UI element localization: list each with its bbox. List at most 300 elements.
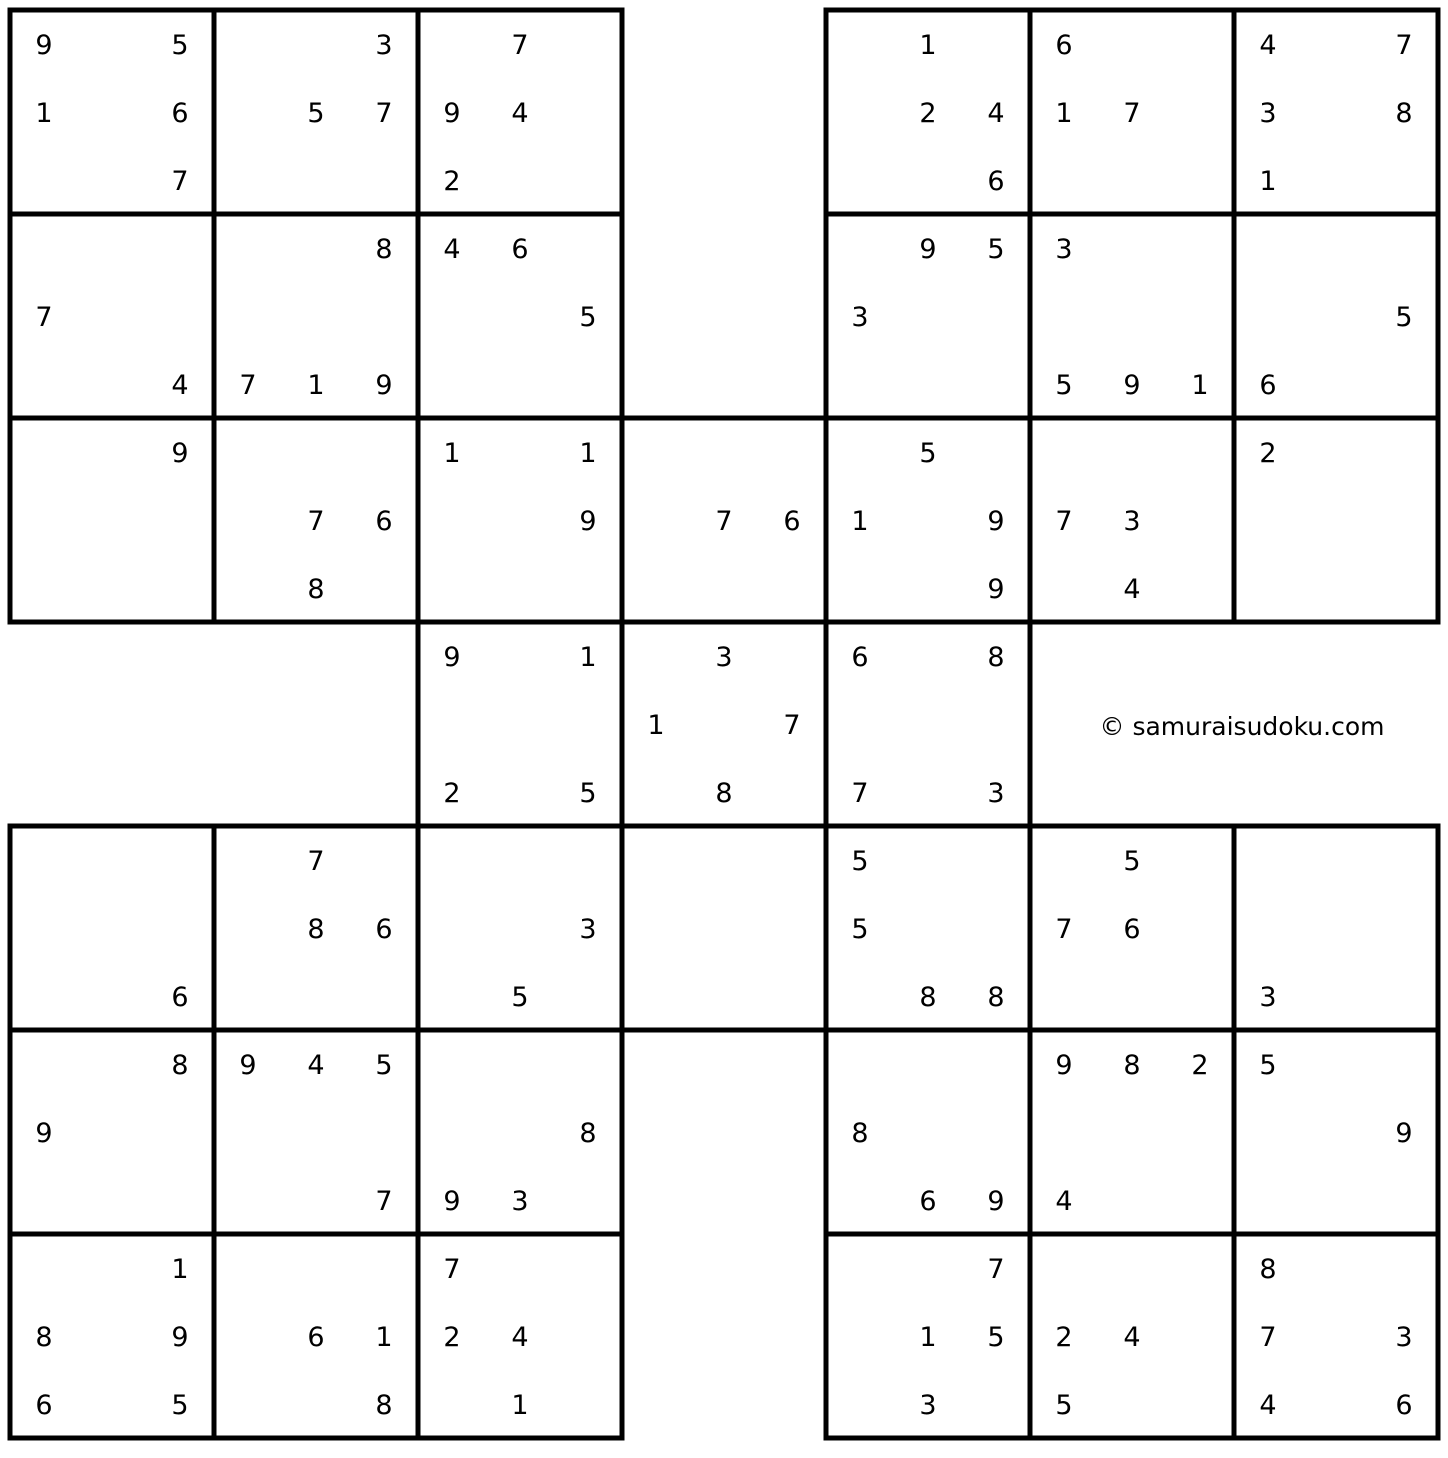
sudoku-cell[interactable] — [1370, 418, 1438, 486]
sudoku-cell[interactable] — [350, 418, 418, 486]
sudoku-cell[interactable] — [894, 1030, 962, 1098]
sudoku-cell[interactable] — [1234, 486, 1302, 554]
sudoku-cell[interactable] — [1234, 826, 1302, 894]
sudoku-cell[interactable] — [962, 418, 1030, 486]
sudoku-cell[interactable] — [282, 554, 350, 622]
sudoku-cell[interactable] — [1302, 826, 1370, 894]
sudoku-cell[interactable] — [1166, 1234, 1234, 1302]
sudoku-cell[interactable] — [146, 486, 214, 554]
sudoku-cell[interactable] — [554, 78, 622, 146]
sudoku-cell[interactable] — [1234, 1098, 1302, 1166]
sudoku-cell[interactable] — [962, 826, 1030, 894]
sudoku-cell[interactable] — [826, 894, 894, 962]
sudoku-cell[interactable] — [350, 78, 418, 146]
sudoku-cell[interactable] — [554, 826, 622, 894]
sudoku-cell[interactable] — [826, 826, 894, 894]
sudoku-cell[interactable] — [826, 486, 894, 554]
sudoku-cell[interactable] — [10, 1166, 78, 1234]
sudoku-cell[interactable] — [146, 962, 214, 1030]
sudoku-cell[interactable] — [962, 1098, 1030, 1166]
sudoku-cell[interactable] — [418, 1234, 486, 1302]
sudoku-cell[interactable] — [214, 1030, 282, 1098]
sudoku-cell[interactable] — [10, 10, 78, 78]
sudoku-cell[interactable] — [10, 146, 78, 214]
sudoku-cell[interactable] — [418, 418, 486, 486]
sudoku-cell[interactable] — [78, 1098, 146, 1166]
sudoku-cell[interactable] — [486, 1370, 554, 1438]
sudoku-cell[interactable] — [1234, 418, 1302, 486]
sudoku-cell[interactable] — [894, 1098, 962, 1166]
sudoku-cell[interactable] — [1302, 10, 1370, 78]
sudoku-cell[interactable] — [1030, 826, 1098, 894]
sudoku-cell[interactable] — [146, 282, 214, 350]
sudoku-cell[interactable] — [350, 1302, 418, 1370]
sudoku-cell[interactable] — [282, 1166, 350, 1234]
sudoku-cell[interactable] — [554, 1030, 622, 1098]
sudoku-cell[interactable] — [486, 1302, 554, 1370]
sudoku-cell[interactable] — [894, 1370, 962, 1438]
sudoku-cell[interactable] — [894, 282, 962, 350]
sudoku-cell[interactable] — [1234, 1302, 1302, 1370]
sudoku-cell[interactable] — [214, 1234, 282, 1302]
sudoku-cell[interactable] — [1166, 826, 1234, 894]
sudoku-cell[interactable] — [1370, 214, 1438, 282]
sudoku-cell[interactable] — [1030, 486, 1098, 554]
sudoku-cell[interactable] — [622, 962, 690, 1030]
sudoku-cell[interactable] — [418, 826, 486, 894]
sudoku-cell[interactable] — [622, 690, 690, 758]
sudoku-cell[interactable] — [214, 1098, 282, 1166]
sudoku-cell[interactable] — [10, 826, 78, 894]
sudoku-cell[interactable] — [894, 758, 962, 826]
sudoku-cell[interactable] — [350, 554, 418, 622]
sudoku-cell[interactable] — [690, 758, 758, 826]
sudoku-cell[interactable] — [282, 214, 350, 282]
sudoku-cell[interactable] — [78, 1166, 146, 1234]
sudoku-cell[interactable] — [826, 1370, 894, 1438]
sudoku-cell[interactable] — [418, 1166, 486, 1234]
sudoku-cell[interactable] — [418, 1302, 486, 1370]
sudoku-cell[interactable] — [1166, 10, 1234, 78]
sudoku-cell[interactable] — [554, 1302, 622, 1370]
sudoku-cell[interactable] — [282, 486, 350, 554]
sudoku-cell[interactable] — [1302, 1030, 1370, 1098]
sudoku-cell[interactable] — [146, 894, 214, 962]
sudoku-cell[interactable] — [622, 418, 690, 486]
sudoku-cell[interactable] — [1098, 10, 1166, 78]
sudoku-cell[interactable] — [350, 146, 418, 214]
sudoku-cell[interactable] — [214, 1302, 282, 1370]
sudoku-cell[interactable] — [1098, 1370, 1166, 1438]
sudoku-cell[interactable] — [10, 554, 78, 622]
sudoku-cell[interactable] — [486, 214, 554, 282]
sudoku-cell[interactable] — [826, 10, 894, 78]
sudoku-cell[interactable] — [554, 894, 622, 962]
sudoku-cell[interactable] — [10, 418, 78, 486]
sudoku-cell[interactable] — [962, 1166, 1030, 1234]
sudoku-cell[interactable] — [10, 214, 78, 282]
sudoku-cell[interactable] — [282, 826, 350, 894]
sudoku-cell[interactable] — [1030, 1166, 1098, 1234]
sudoku-cell[interactable] — [962, 486, 1030, 554]
sudoku-cell[interactable] — [78, 1370, 146, 1438]
sudoku-cell[interactable] — [826, 1302, 894, 1370]
sudoku-cell[interactable] — [1370, 1166, 1438, 1234]
sudoku-cell[interactable] — [1370, 826, 1438, 894]
sudoku-cell[interactable] — [486, 894, 554, 962]
sudoku-cell[interactable] — [1302, 146, 1370, 214]
sudoku-cell[interactable] — [350, 1098, 418, 1166]
sudoku-cell[interactable] — [1302, 1302, 1370, 1370]
sudoku-cell[interactable] — [418, 1370, 486, 1438]
sudoku-cell[interactable] — [1370, 146, 1438, 214]
sudoku-cell[interactable] — [1098, 418, 1166, 486]
sudoku-cell[interactable] — [894, 486, 962, 554]
sudoku-cell[interactable] — [146, 350, 214, 418]
sudoku-cell[interactable] — [962, 894, 1030, 962]
sudoku-cell[interactable] — [486, 690, 554, 758]
sudoku-cell[interactable] — [894, 826, 962, 894]
sudoku-cell[interactable] — [1370, 1098, 1438, 1166]
sudoku-cell[interactable] — [78, 554, 146, 622]
sudoku-cell[interactable] — [146, 554, 214, 622]
sudoku-cell[interactable] — [1030, 1234, 1098, 1302]
sudoku-cell[interactable] — [758, 826, 826, 894]
sudoku-cell[interactable] — [894, 1234, 962, 1302]
sudoku-cell[interactable] — [962, 1234, 1030, 1302]
sudoku-cell[interactable] — [350, 214, 418, 282]
sudoku-cell[interactable] — [690, 894, 758, 962]
sudoku-cell[interactable] — [1030, 214, 1098, 282]
sudoku-cell[interactable] — [1030, 1370, 1098, 1438]
sudoku-cell[interactable] — [758, 554, 826, 622]
sudoku-cell[interactable] — [78, 418, 146, 486]
sudoku-cell[interactable] — [418, 894, 486, 962]
sudoku-cell[interactable] — [690, 826, 758, 894]
sudoku-cell[interactable] — [554, 486, 622, 554]
sudoku-cell[interactable] — [282, 1302, 350, 1370]
sudoku-cell[interactable] — [1166, 894, 1234, 962]
sudoku-cell[interactable] — [554, 1370, 622, 1438]
sudoku-cell[interactable] — [1030, 10, 1098, 78]
sudoku-cell[interactable] — [962, 1302, 1030, 1370]
sudoku-cell[interactable] — [486, 282, 554, 350]
sudoku-cell[interactable] — [1166, 1098, 1234, 1166]
sudoku-cell[interactable] — [962, 690, 1030, 758]
sudoku-cell[interactable] — [1166, 554, 1234, 622]
sudoku-cell[interactable] — [1166, 350, 1234, 418]
sudoku-cell[interactable] — [10, 894, 78, 962]
sudoku-cell[interactable] — [214, 1166, 282, 1234]
sudoku-cell[interactable] — [214, 962, 282, 1030]
sudoku-cell[interactable] — [486, 350, 554, 418]
sudoku-cell[interactable] — [78, 826, 146, 894]
sudoku-cell[interactable] — [1302, 1370, 1370, 1438]
sudoku-cell[interactable] — [1234, 10, 1302, 78]
sudoku-cell[interactable] — [282, 282, 350, 350]
sudoku-cell[interactable] — [1234, 962, 1302, 1030]
sudoku-cell[interactable] — [1166, 1302, 1234, 1370]
sudoku-cell[interactable] — [622, 894, 690, 962]
sudoku-cell[interactable] — [1302, 1234, 1370, 1302]
sudoku-cell[interactable] — [894, 690, 962, 758]
sudoku-cell[interactable] — [1234, 146, 1302, 214]
sudoku-cell[interactable] — [1370, 1030, 1438, 1098]
sudoku-cell[interactable] — [826, 1234, 894, 1302]
sudoku-cell[interactable] — [10, 282, 78, 350]
sudoku-cell[interactable] — [758, 962, 826, 1030]
sudoku-cell[interactable] — [418, 350, 486, 418]
sudoku-cell[interactable] — [758, 418, 826, 486]
sudoku-cell[interactable] — [1166, 282, 1234, 350]
sudoku-cell[interactable] — [690, 962, 758, 1030]
sudoku-cell[interactable] — [622, 554, 690, 622]
sudoku-cell[interactable] — [894, 554, 962, 622]
sudoku-cell[interactable] — [10, 1030, 78, 1098]
sudoku-cell[interactable] — [1098, 826, 1166, 894]
sudoku-cell[interactable] — [1302, 214, 1370, 282]
sudoku-cell[interactable] — [146, 214, 214, 282]
sudoku-cell[interactable] — [282, 894, 350, 962]
sudoku-cell[interactable] — [282, 1370, 350, 1438]
sudoku-cell[interactable] — [1370, 554, 1438, 622]
sudoku-cell[interactable] — [282, 418, 350, 486]
sudoku-cell[interactable] — [962, 350, 1030, 418]
sudoku-cell[interactable] — [1098, 554, 1166, 622]
sudoku-cell[interactable] — [214, 78, 282, 146]
sudoku-cell[interactable] — [1234, 894, 1302, 962]
sudoku-cell[interactable] — [350, 282, 418, 350]
sudoku-cell[interactable] — [78, 894, 146, 962]
sudoku-cell[interactable] — [486, 78, 554, 146]
sudoku-cell[interactable] — [1030, 350, 1098, 418]
sudoku-cell[interactable] — [622, 486, 690, 554]
sudoku-cell[interactable] — [1302, 486, 1370, 554]
sudoku-cell[interactable] — [486, 554, 554, 622]
sudoku-cell[interactable] — [1030, 894, 1098, 962]
sudoku-cell[interactable] — [1302, 418, 1370, 486]
sudoku-cell[interactable] — [894, 1166, 962, 1234]
sudoku-cell[interactable] — [10, 1370, 78, 1438]
sudoku-cell[interactable] — [350, 1166, 418, 1234]
sudoku-cell[interactable] — [826, 622, 894, 690]
sudoku-cell[interactable] — [486, 1166, 554, 1234]
sudoku-cell[interactable] — [146, 826, 214, 894]
sudoku-cell[interactable] — [282, 1030, 350, 1098]
sudoku-cell[interactable] — [1166, 962, 1234, 1030]
sudoku-cell[interactable] — [1302, 554, 1370, 622]
sudoku-cell[interactable] — [1030, 78, 1098, 146]
sudoku-cell[interactable] — [10, 1234, 78, 1302]
sudoku-cell[interactable] — [78, 486, 146, 554]
sudoku-cell[interactable] — [78, 1302, 146, 1370]
sudoku-cell[interactable] — [962, 214, 1030, 282]
sudoku-cell[interactable] — [554, 554, 622, 622]
sudoku-cell[interactable] — [78, 10, 146, 78]
sudoku-cell[interactable] — [894, 10, 962, 78]
sudoku-cell[interactable] — [1098, 1098, 1166, 1166]
sudoku-cell[interactable] — [418, 758, 486, 826]
sudoku-cell[interactable] — [1370, 962, 1438, 1030]
sudoku-cell[interactable] — [554, 758, 622, 826]
sudoku-cell[interactable] — [1234, 214, 1302, 282]
sudoku-cell[interactable] — [1098, 1302, 1166, 1370]
sudoku-cell[interactable] — [758, 622, 826, 690]
sudoku-cell[interactable] — [146, 1302, 214, 1370]
sudoku-cell[interactable] — [1370, 78, 1438, 146]
sudoku-cell[interactable] — [350, 10, 418, 78]
sudoku-cell[interactable] — [10, 350, 78, 418]
sudoku-cell[interactable] — [758, 758, 826, 826]
sudoku-cell[interactable] — [894, 622, 962, 690]
sudoku-cell[interactable] — [826, 962, 894, 1030]
sudoku-cell[interactable] — [1234, 1030, 1302, 1098]
sudoku-cell[interactable] — [146, 146, 214, 214]
sudoku-cell[interactable] — [1166, 214, 1234, 282]
sudoku-cell[interactable] — [418, 282, 486, 350]
sudoku-cell[interactable] — [1098, 1030, 1166, 1098]
sudoku-cell[interactable] — [894, 214, 962, 282]
sudoku-cell[interactable] — [214, 146, 282, 214]
sudoku-cell[interactable] — [894, 78, 962, 146]
sudoku-cell[interactable] — [1166, 486, 1234, 554]
sudoku-cell[interactable] — [554, 350, 622, 418]
sudoku-cell[interactable] — [146, 1030, 214, 1098]
sudoku-cell[interactable] — [1234, 282, 1302, 350]
sudoku-cell[interactable] — [10, 486, 78, 554]
sudoku-cell[interactable] — [78, 350, 146, 418]
sudoku-cell[interactable] — [214, 214, 282, 282]
sudoku-cell[interactable] — [826, 214, 894, 282]
sudoku-cell[interactable] — [1234, 1370, 1302, 1438]
sudoku-cell[interactable] — [894, 962, 962, 1030]
sudoku-cell[interactable] — [1302, 1166, 1370, 1234]
sudoku-cell[interactable] — [826, 146, 894, 214]
sudoku-cell[interactable] — [1302, 282, 1370, 350]
sudoku-cell[interactable] — [486, 1030, 554, 1098]
sudoku-cell[interactable] — [1370, 486, 1438, 554]
sudoku-cell[interactable] — [486, 622, 554, 690]
sudoku-cell[interactable] — [486, 758, 554, 826]
sudoku-cell[interactable] — [554, 962, 622, 1030]
sudoku-cell[interactable] — [78, 78, 146, 146]
sudoku-cell[interactable] — [1302, 1098, 1370, 1166]
sudoku-cell[interactable] — [622, 826, 690, 894]
sudoku-cell[interactable] — [1302, 350, 1370, 418]
sudoku-cell[interactable] — [1098, 962, 1166, 1030]
sudoku-cell[interactable] — [350, 1234, 418, 1302]
sudoku-cell[interactable] — [1098, 146, 1166, 214]
sudoku-cell[interactable] — [1166, 78, 1234, 146]
sudoku-cell[interactable] — [962, 1370, 1030, 1438]
sudoku-cell[interactable] — [486, 146, 554, 214]
sudoku-cell[interactable] — [690, 690, 758, 758]
sudoku-cell[interactable] — [1098, 1234, 1166, 1302]
sudoku-cell[interactable] — [214, 1370, 282, 1438]
sudoku-cell[interactable] — [486, 418, 554, 486]
sudoku-cell[interactable] — [826, 78, 894, 146]
sudoku-cell[interactable] — [894, 894, 962, 962]
sudoku-cell[interactable] — [146, 78, 214, 146]
sudoku-cell[interactable] — [1166, 1166, 1234, 1234]
sudoku-cell[interactable] — [962, 282, 1030, 350]
sudoku-cell[interactable] — [282, 1234, 350, 1302]
sudoku-cell[interactable] — [214, 554, 282, 622]
sudoku-cell[interactable] — [962, 962, 1030, 1030]
sudoku-cell[interactable] — [962, 1030, 1030, 1098]
sudoku-cell[interactable] — [690, 486, 758, 554]
sudoku-cell[interactable] — [1098, 350, 1166, 418]
sudoku-cell[interactable] — [78, 146, 146, 214]
sudoku-cell[interactable] — [418, 78, 486, 146]
sudoku-cell[interactable] — [554, 1098, 622, 1166]
sudoku-cell[interactable] — [282, 146, 350, 214]
sudoku-cell[interactable] — [1098, 1166, 1166, 1234]
sudoku-cell[interactable] — [350, 962, 418, 1030]
sudoku-cell[interactable] — [826, 350, 894, 418]
sudoku-cell[interactable] — [826, 282, 894, 350]
sudoku-cell[interactable] — [1234, 1166, 1302, 1234]
sudoku-cell[interactable] — [962, 622, 1030, 690]
sudoku-cell[interactable] — [622, 758, 690, 826]
sudoku-cell[interactable] — [1234, 554, 1302, 622]
sudoku-cell[interactable] — [554, 214, 622, 282]
sudoku-cell[interactable] — [350, 350, 418, 418]
sudoku-cell[interactable] — [894, 146, 962, 214]
sudoku-cell[interactable] — [214, 418, 282, 486]
sudoku-cell[interactable] — [1370, 1370, 1438, 1438]
sudoku-cell[interactable] — [1370, 350, 1438, 418]
sudoku-cell[interactable] — [1030, 554, 1098, 622]
sudoku-cell[interactable] — [826, 1166, 894, 1234]
sudoku-cell[interactable] — [554, 146, 622, 214]
sudoku-cell[interactable] — [690, 554, 758, 622]
sudoku-cell[interactable] — [1302, 894, 1370, 962]
sudoku-cell[interactable] — [1166, 1370, 1234, 1438]
sudoku-cell[interactable] — [1030, 1302, 1098, 1370]
sudoku-cell[interactable] — [10, 962, 78, 1030]
sudoku-cell[interactable] — [418, 486, 486, 554]
sudoku-cell[interactable] — [622, 622, 690, 690]
sudoku-cell[interactable] — [10, 1302, 78, 1370]
sudoku-cell[interactable] — [486, 486, 554, 554]
sudoku-cell[interactable] — [78, 214, 146, 282]
sudoku-cell[interactable] — [758, 690, 826, 758]
sudoku-cell[interactable] — [1302, 78, 1370, 146]
sudoku-cell[interactable] — [214, 282, 282, 350]
sudoku-cell[interactable] — [350, 1370, 418, 1438]
sudoku-cell[interactable] — [1098, 486, 1166, 554]
sudoku-cell[interactable] — [146, 1370, 214, 1438]
sudoku-cell[interactable] — [78, 282, 146, 350]
sudoku-cell[interactable] — [418, 690, 486, 758]
sudoku-cell[interactable] — [554, 10, 622, 78]
sudoku-cell[interactable] — [1370, 1302, 1438, 1370]
sudoku-cell[interactable] — [350, 894, 418, 962]
sudoku-cell[interactable] — [1166, 146, 1234, 214]
sudoku-cell[interactable] — [894, 350, 962, 418]
sudoku-cell[interactable] — [282, 10, 350, 78]
sudoku-cell[interactable] — [554, 282, 622, 350]
sudoku-cell[interactable] — [350, 1030, 418, 1098]
sudoku-cell[interactable] — [78, 1030, 146, 1098]
sudoku-cell[interactable] — [1370, 10, 1438, 78]
sudoku-cell[interactable] — [486, 826, 554, 894]
sudoku-cell[interactable] — [1030, 282, 1098, 350]
sudoku-cell[interactable] — [1030, 962, 1098, 1030]
sudoku-cell[interactable] — [418, 10, 486, 78]
sudoku-cell[interactable] — [962, 758, 1030, 826]
